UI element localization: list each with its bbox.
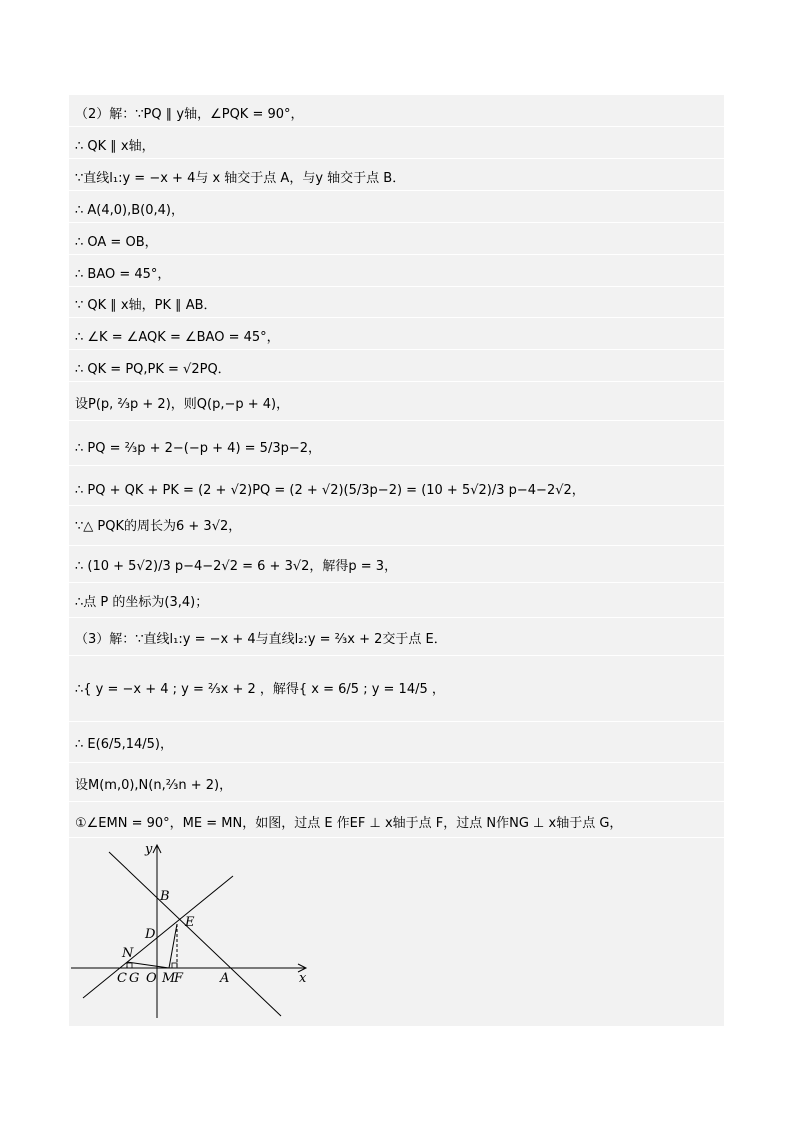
solution-line: ∴ PQ + QK + PK = (2 + √2)PQ = (2 + √2)(5/3p−2) = (10 + 5√2)/3 p−4−2√2， [75, 483, 585, 498]
solution-line: ∴ PQ = ⅔p + 2−(−p + 4) = 5/3p−2， [75, 441, 322, 456]
line-separator [69, 381, 724, 382]
solution-line: （2）解：∵PQ ∥ y轴，∠PQK = 90°， [75, 107, 304, 122]
solution-line: ∴ (10 + 5√2)/3 p−4−2√2 = 6 + 3√2，解得p = 3， [75, 559, 398, 574]
solution-sheet [69, 95, 724, 1026]
label-M: M [162, 971, 176, 986]
solution-line: ∴ E(6/5,14/5)， [75, 737, 174, 752]
line-l1 [109, 852, 281, 1016]
solution-line: 设P(p, ⅔p + 2)，则Q(p,−p + 4)， [75, 397, 290, 412]
line-separator [69, 721, 724, 722]
solution-line: ∴ OA = OB， [75, 235, 158, 250]
solution-line: ∴ ∠K = ∠AQK = ∠BAO = 45°， [75, 330, 280, 345]
solution-line: ∴{ y = −x + 4 ; y = ⅔x + 2 ，解得{ x = 6/5 ; y = 14/5 ， [75, 682, 445, 697]
solution-line: ∴点 P 的坐标为(3,4)； [75, 595, 209, 610]
label-F: F [174, 971, 184, 986]
solution-line: 设M(m,0),N(n,⅔n + 2)， [75, 778, 233, 793]
segment-EM [169, 924, 177, 968]
label-x: x [299, 971, 307, 986]
line-separator [69, 190, 724, 191]
line-separator [69, 420, 724, 421]
line-separator [69, 837, 724, 838]
line-separator [69, 254, 724, 255]
solution-line: ∵△ PQK的周长为6 + 3√2， [75, 519, 242, 534]
line-separator [69, 617, 724, 618]
line-l2 [83, 876, 233, 998]
label-N: N [122, 946, 134, 961]
label-G: G [129, 971, 140, 986]
solution-line: ∴ A(4,0),B(0,4)， [75, 203, 184, 218]
solution-line: ∴ BAO = 45°， [75, 267, 171, 282]
solution-line: ∵ QK ∥ x轴，PK ∥ AB． [75, 298, 217, 313]
segment-MN [127, 962, 169, 968]
line-separator [69, 158, 724, 159]
line-separator [69, 655, 724, 656]
line-separator [69, 582, 724, 583]
label-D: D [145, 927, 156, 942]
line-separator [69, 126, 724, 127]
label-A: A [220, 971, 230, 986]
label-y: y [145, 842, 153, 857]
line-separator [69, 465, 724, 466]
line-separator [69, 349, 724, 350]
right-angle-F [172, 963, 177, 968]
right-angle-G [127, 963, 132, 968]
line-separator [69, 222, 724, 223]
label-B: B [160, 889, 170, 904]
line-separator [69, 545, 724, 546]
line-separator [69, 505, 724, 506]
coordinate-figure [69, 840, 329, 1026]
line-separator [69, 317, 724, 318]
solution-line: （3）解：∵直线l₁:y = −x + 4与直线l₂:y = ⅔x + 2交于点 E． [75, 632, 447, 647]
label-O: O [146, 971, 157, 986]
line-separator [69, 762, 724, 763]
label-E: E [185, 915, 195, 930]
solution-line: ①∠EMN = 90°，ME = MN，如图，过点 E 作EF ⊥ x轴于点 F，过点 N作NG ⊥ x轴于点 G， [75, 816, 623, 831]
solution-line: ∵直线l₁:y = −x + 4与 x 轴交于点 A，与y 轴交于点 B． [75, 171, 406, 186]
solution-line: ∴ QK ∥ x轴， [75, 139, 155, 154]
line-separator [69, 286, 724, 287]
solution-line: ∴ QK = PQ,PK = √2PQ． [75, 362, 231, 377]
label-C: C [117, 971, 127, 986]
line-separator [69, 801, 724, 802]
